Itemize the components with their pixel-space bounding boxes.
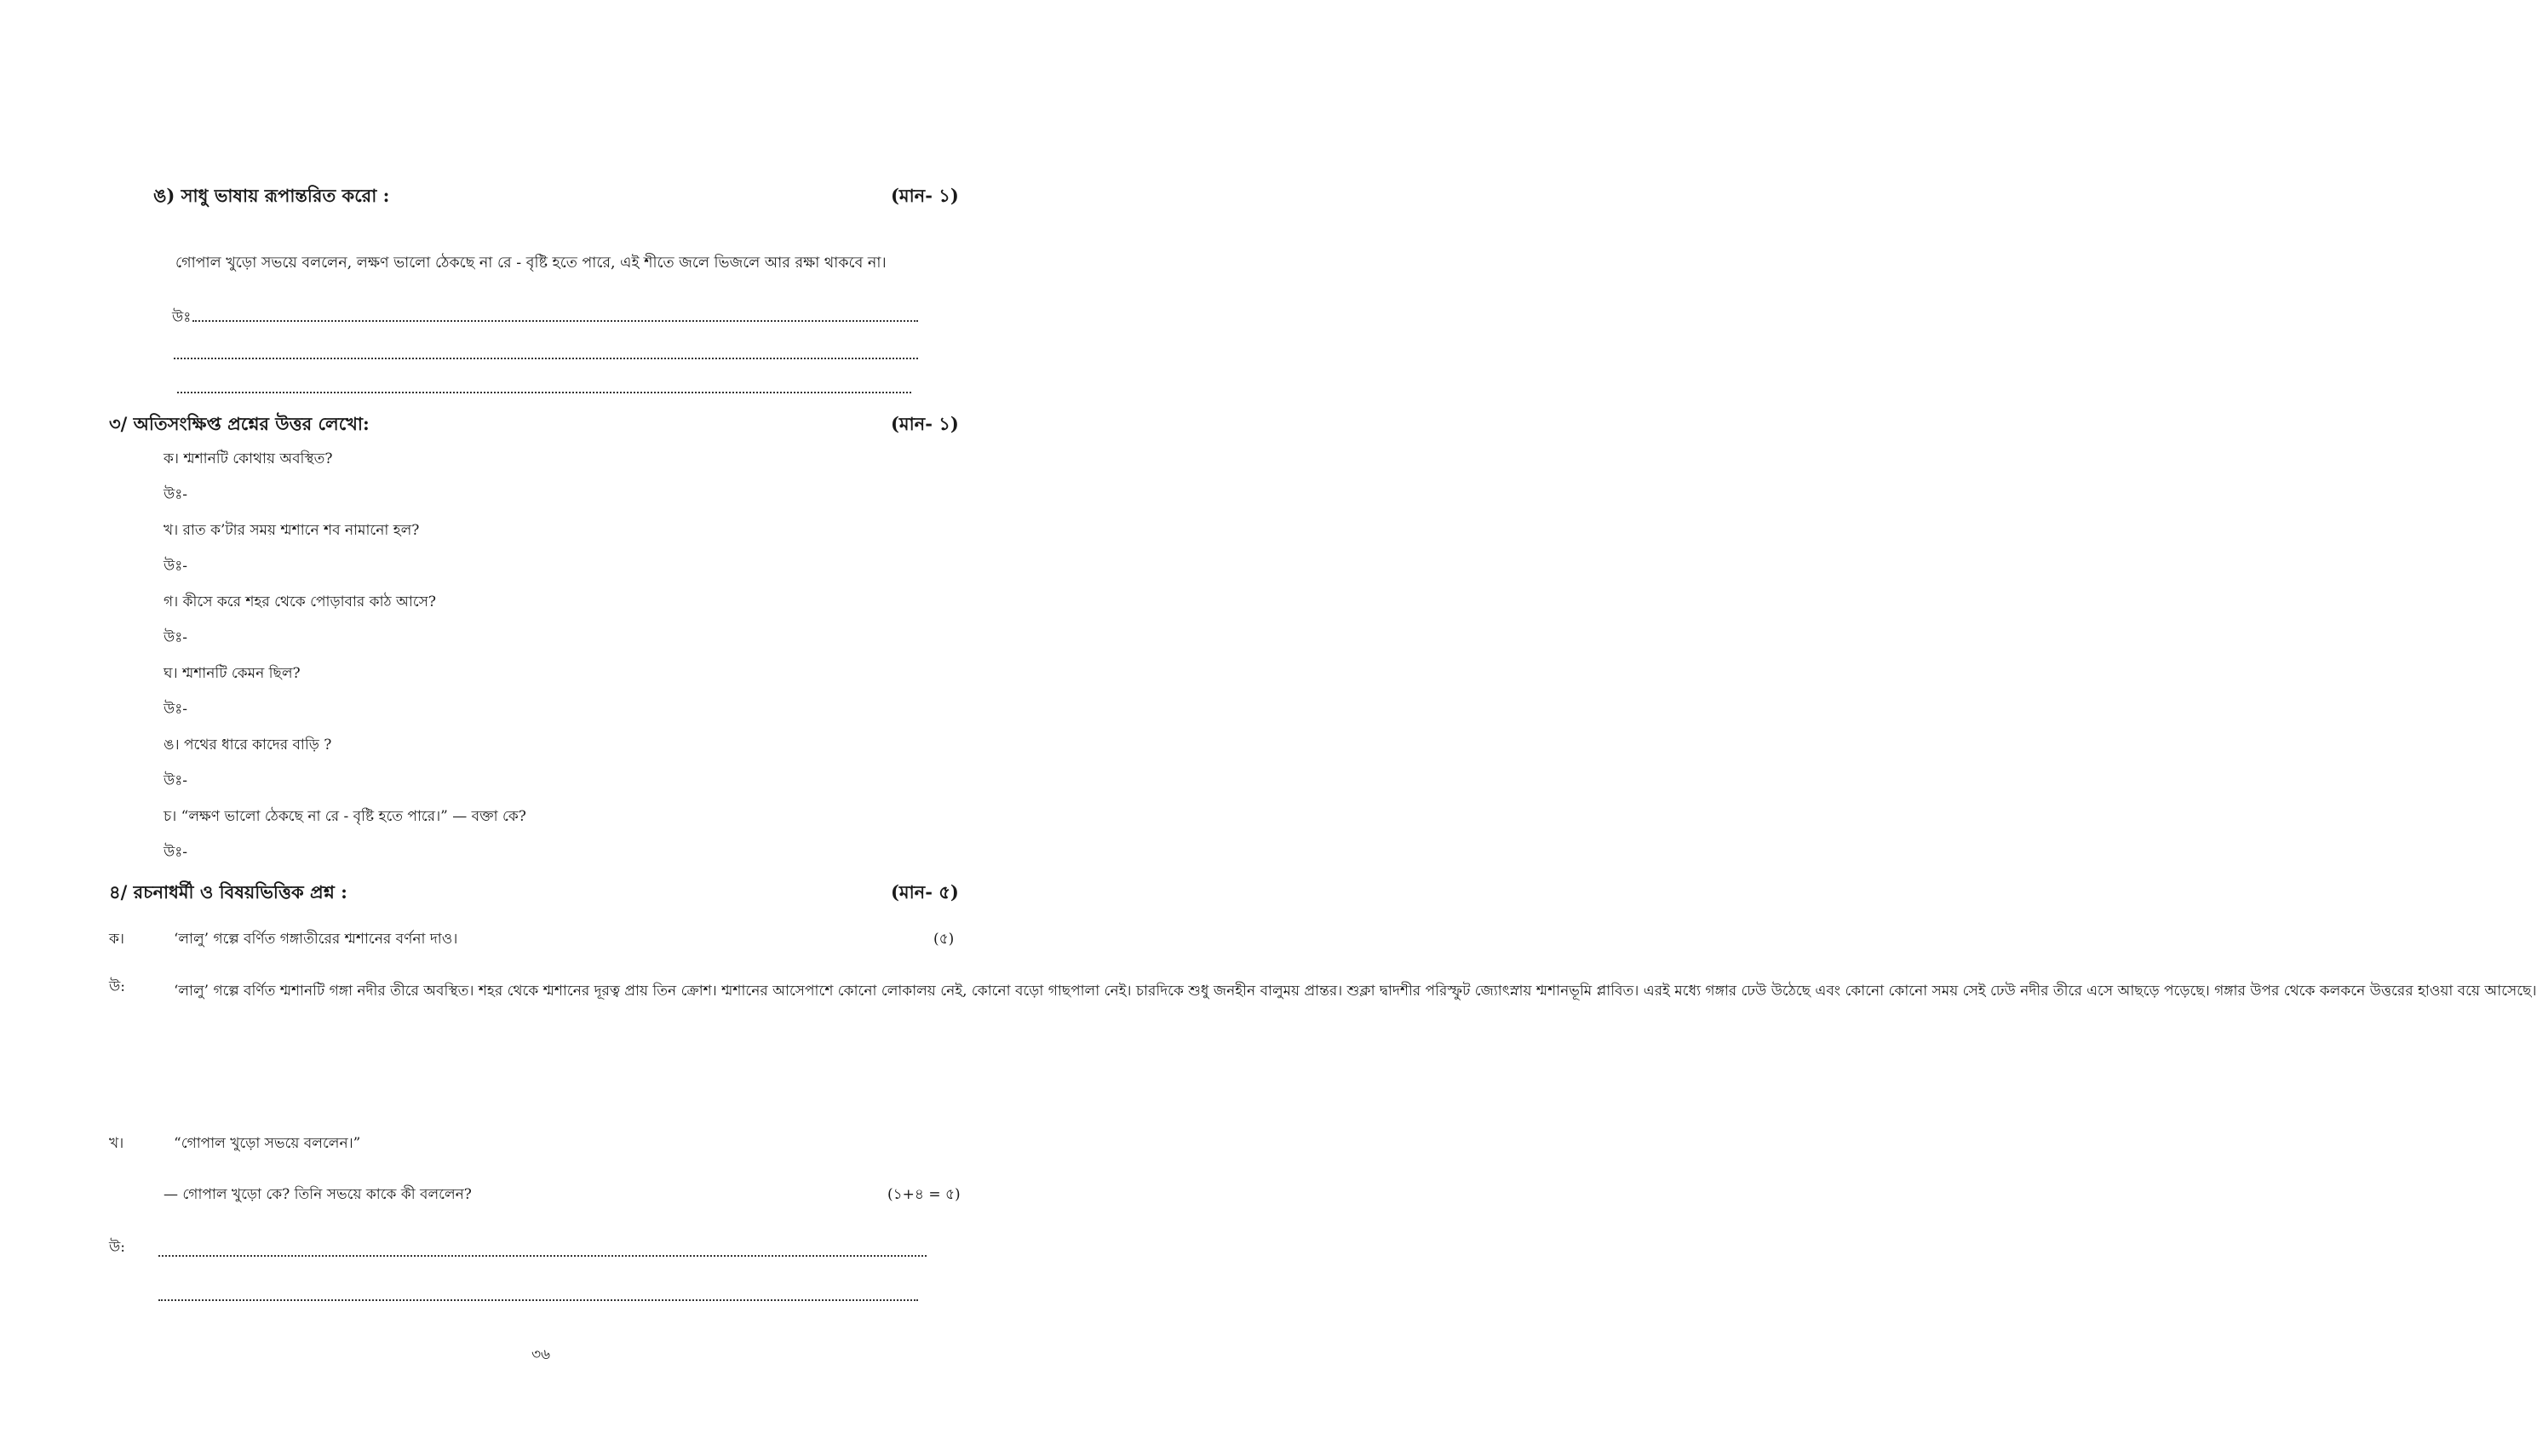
answer-line[interactable]	[174, 358, 918, 359]
section-4-heading: ৪/ রচনাধর্মী ও বিষয়ভিত্তিক প্রশ্ন :	[109, 881, 347, 903]
question-kha-marks: (১+৪ = ৫)	[887, 1186, 961, 1203]
answer-cha: উঃ-	[164, 844, 188, 861]
question-ka-text: ‘লালু’ গল্পে বর্ণিত গঙ্গাতীরের শ্মশানের বর্ণনা দাও।	[174, 931, 458, 948]
page-number: ৩৬	[531, 1346, 551, 1363]
section-4-marks: (মান- ৫)	[891, 881, 959, 903]
question-ka-label: ক।	[109, 931, 124, 948]
question-umo: ঙ। পথের ধারে কাদের বাড়ি ?	[164, 737, 332, 754]
section-6-sentence: গোপাল খুড়ো সভয়ে বললেন, লক্ষণ ভালো ঠেকছে না রে - বৃষ্টি হতে পারে, এই শীতে জলে ভিজলে আর রক্ষা থাকবে না।	[175, 255, 887, 272]
answer-line-text: ‘লালু’ গল্পে বর্ণিত শ্মশানটি গঙ্গা নদীর তীরে অবস্থিত। শহর থেকে শ্মশানের দূরত্ব প্রায় তিন ক্রোশ। শ্মশানের আসেপাশে কোনো	[174, 983, 877, 1000]
answer-line-text: এরই মধ্যে গঙ্গার ঢেউ উঠেছে এবং কোনো কোনো সময় সেই ঢেউ নদীর তীরে এসে আছড়ে পড়েছে। গঙ্গার উপর থেকে কলকনে	[1643, 983, 2366, 1000]
question-kha-sub: — গোপাল খুড়ো কে? তিনি সভয়ে কাকে কী বললেন?	[164, 1186, 472, 1203]
question-ka: ক। শ্মশানটি কোথায় অবস্থিত?	[164, 450, 333, 467]
section-3-marks: (মান- ১)	[891, 413, 959, 434]
answer-line-text: লোকালয় নেই, কোনো বড়ো গাছপালা নেই। চারদিকে শুধু জনহীন বালুময় প্রান্তর। শুক্লা দ্বাদশীর পরিস্ফুট জ্যোৎস্নায় শ্মশানভূমি প্লাবিত।	[881, 983, 1639, 1000]
question-kha: খ। রাত ক’টার সময় শ্মশানে শব নামানো হল?	[164, 522, 420, 539]
question-ka-marks: (৫)	[933, 931, 955, 948]
answer-line[interactable]	[177, 392, 911, 393]
answer-ka-paragraph	[109, 964, 2537, 1018]
question-gha: ঘ। শ্মশানটি কেমন ছিল?	[164, 665, 301, 682]
answer-kha-label: উ:	[109, 1239, 125, 1256]
answer-line[interactable]	[158, 1255, 927, 1257]
question-kha-quote: “গোপাল খুড়ো সভয়ে বললেন।”	[174, 1135, 361, 1152]
question-ga: গ। কীসে করে শহর থেকে পোড়াবার কাঠ আসে?	[164, 593, 437, 610]
answer-line-text: উত্তরের হাওয়া বয়ে আসেছে।	[2369, 983, 2537, 1000]
section-6-answer-label: উঃ	[172, 309, 192, 326]
answer-gha: উঃ-	[164, 701, 188, 718]
answer-kha: উঃ-	[164, 558, 188, 575]
answer-line[interactable]	[158, 1299, 918, 1301]
answer-ka-label: উ:	[109, 978, 125, 995]
question-cha: চ। “লক্ষণ ভালো ঠেকছে না রে - বৃষ্টি হতে পারে।” — বক্তা কে?	[164, 808, 526, 825]
section-6-marks: (মান- ১)	[891, 185, 959, 206]
answer-ka: উঃ-	[164, 486, 188, 503]
answer-umo: উঃ-	[164, 772, 188, 789]
question-kha-label: খ।	[109, 1135, 124, 1152]
answer-line[interactable]	[192, 320, 918, 322]
section-3-heading: ৩/ অতিসংক্ষিপ্ত প্রশ্নের উত্তর লেখো:	[109, 413, 370, 434]
answer-ga: উঃ-	[164, 629, 188, 646]
section-6-heading: ঙ) সাধু ভাষায় রূপান্তরিত করো :	[153, 185, 390, 206]
